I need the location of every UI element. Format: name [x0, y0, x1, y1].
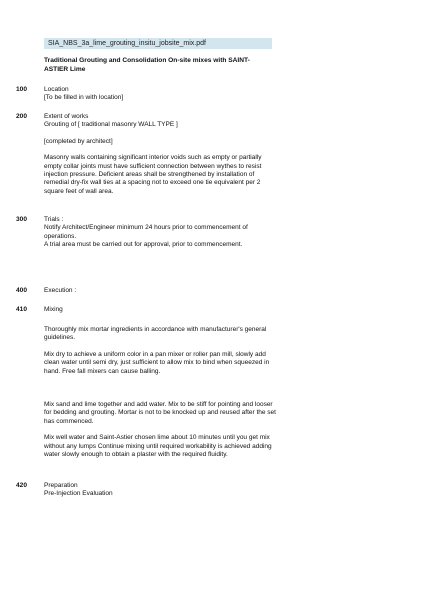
section-text: Notify Architect/Engineer minimum 24 hours prior to commencement of operations. — [44, 224, 248, 240]
section-heading: Preparation — [44, 482, 78, 489]
document-title: Traditional Grouting and Consolidation On-site mixes with SAINT-ASTIER Lime — [44, 57, 250, 73]
section-text: A trial area must be carried out for approval, prior to commencement. — [44, 241, 243, 249]
section-paragraph: Mix well water and Saint-Astier chosen lime about 10 minutes until you get mix without any lumps Continue mixing until required workability is achieved adding water slowly enough to obtain a plaster with the required fluidity. — [44, 434, 272, 459]
section-number: 300 — [16, 216, 28, 223]
section-number: 100 — [16, 86, 28, 93]
section-text: [completed by architect] — [44, 137, 113, 145]
section-paragraph: Masonry walls containing significant interior voids such as empty or partially empty collar joints must have sufficient connection between wythes to resist injection pressure. Deficient areas shall be strengthened by installation of remedial dry-fix wall ties at a spacing not to exceed one tie equivalent per 2 square feet of wall area. — [44, 154, 262, 195]
section-number: 200 — [16, 113, 28, 120]
file-name-bar — [44, 38, 272, 49]
file-name: SIA_NBS_3a_lime_grouting_insitu_jobsite_mix.pdf — [48, 40, 206, 47]
section-heading: Trials : — [44, 216, 64, 223]
section-paragraph: Mix sand and lime together and add water. Mix to be stiff for pointing and looser for bedding and grouting. Mortar is not to be knocked up and reused after the set has commenced. — [44, 401, 276, 425]
section-text: Pre-Injection Evaluation — [44, 490, 113, 498]
section-number: 410 — [16, 306, 28, 313]
section-text: [To be filled in with location] — [44, 94, 124, 102]
section-text: Grouting of [ traditional masonry WALL TYPE ] — [44, 121, 178, 129]
section-paragraph: Thoroughly mix mortar ingredients in accordance with manufacturer's general guidelines. — [44, 326, 267, 342]
section-heading: Execution : — [44, 287, 77, 294]
section-number: 400 — [16, 287, 28, 294]
section-heading: Extent of works — [44, 113, 89, 120]
section-number: 420 — [16, 482, 28, 489]
section-paragraph: Mix dry to achieve a uniform color in a pan mixer or roller pan mill, slowly add clean water until semi dry, just sufficient to allow mix to bind when squeezed in hand. Free fall mixers can cause balling. — [44, 350, 270, 375]
section-heading: Mixing — [44, 306, 63, 313]
section-heading: Location — [44, 86, 69, 93]
